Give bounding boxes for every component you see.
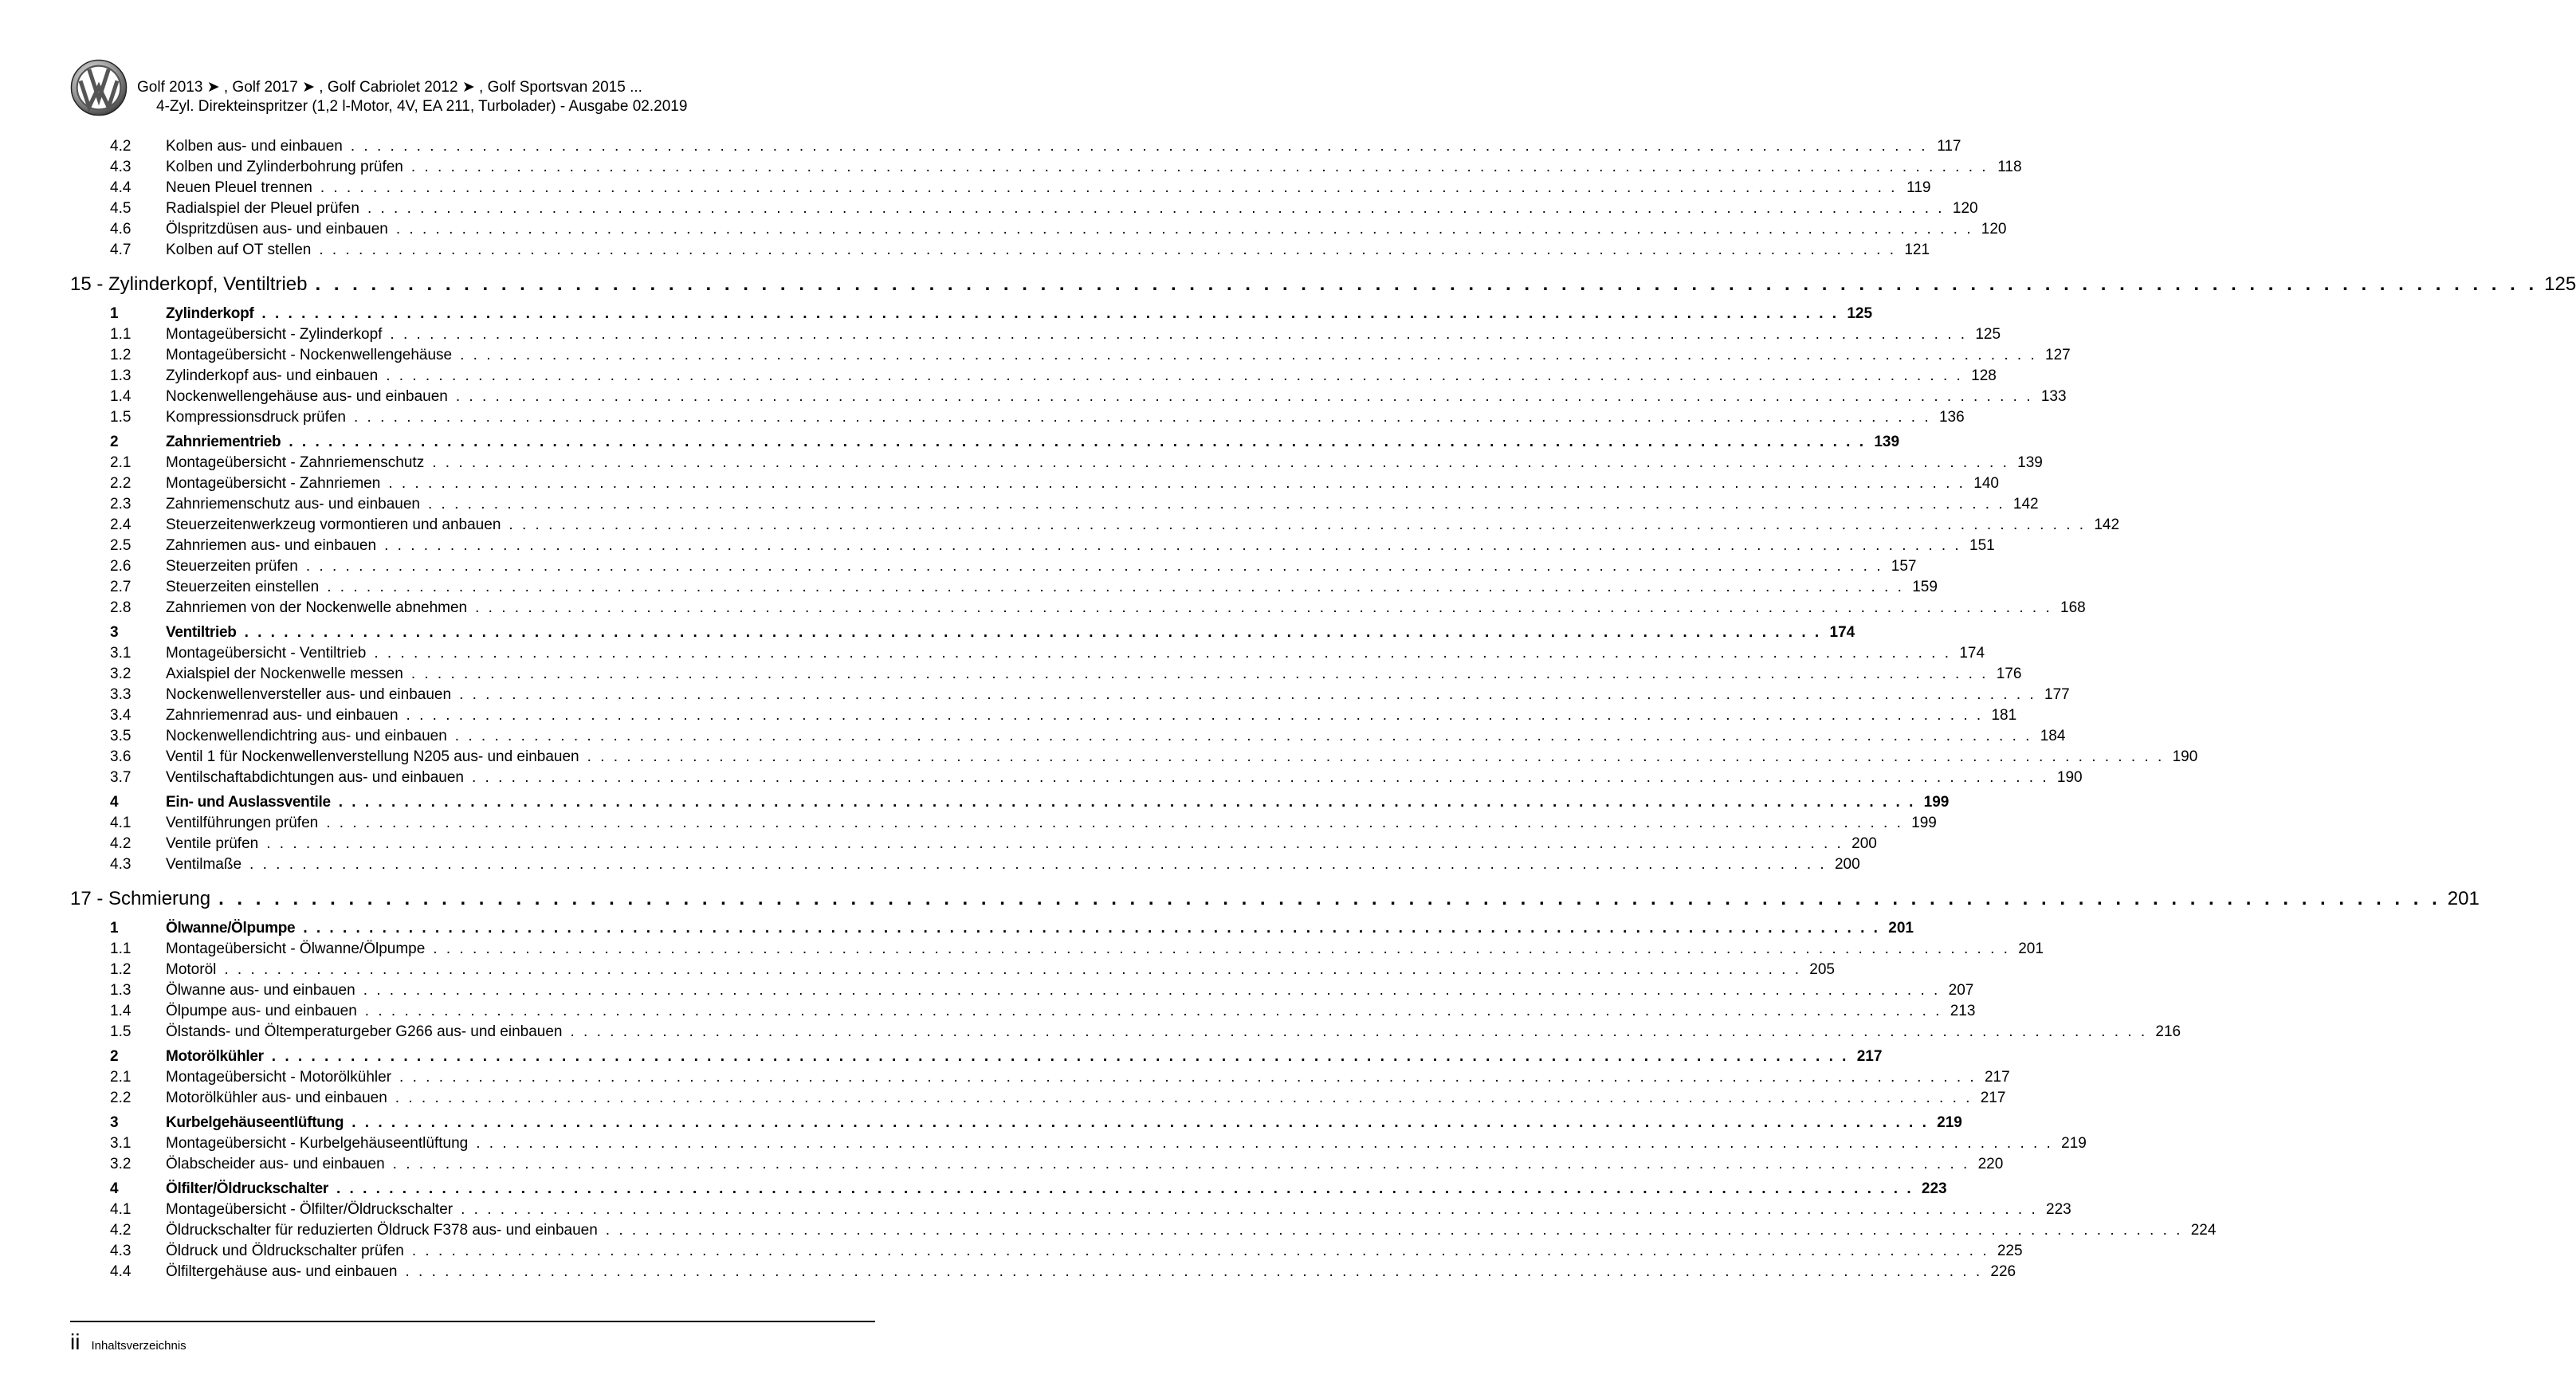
toc-title: Ölfilter/Öldruckschalter [166, 1180, 328, 1197]
toc-title: Montageübersicht - Ölfilter/Öldruckschalter [166, 1201, 454, 1218]
toc-number: 1.3 [110, 367, 132, 384]
toc-entry[interactable] [70, 242, 1930, 262]
toc-title: Ölpumpe aus- und einbauen [166, 1003, 357, 1019]
toc-section[interactable] [70, 624, 1855, 645]
toc-leader-dots: . . . . . . . . . . . . . . . . . . . . . . . . . . . . . . . . . . . . . . . . . . . . . . . . . . . . . . . . . . . . . . . . . . . . . . . . . . . . . . . . . . . . . . . . . . . . . . . . . . . . . . . . . . . . . . . . . . . . . . . . [410, 159, 1989, 175]
toc-entry[interactable] [70, 1243, 2023, 1263]
toc-leader-dots: . . . . . . . . . . . . . . . . . . . . . . . . . . . . . . . . . . . . . . . . . . . . . . . . . . . . . . . . . . . . . . . . . . . . . . . . . . . . . . . . . . . . . . . . . . . . . . . . . . . . . . . . . . . . . . . . . . . . . . . . [405, 1263, 1983, 1280]
toc-entry[interactable] [70, 1069, 2010, 1090]
toc-page-number: 136 [1938, 409, 1965, 426]
toc-page-number: 157 [1891, 558, 1917, 575]
toc-entry[interactable] [70, 941, 2044, 961]
toc-number: 3.5 [110, 728, 132, 744]
toc-leader-dots: . . . . . . . . . . . . . . . . . . . . . . . . . . . . . . . . . . . . . . . . . . . . . . . . . . . . . . . . . . . . . . . . . . . . . . . . . . . . . . . . . . . . . . . . . . . . . . . . . . . . . . . . . . . . . . . . . . . . . . . . [271, 1048, 1849, 1065]
toc-page-number: 217 [1980, 1090, 2006, 1106]
toc-page-number: 142 [2012, 496, 2039, 512]
toc-leader-dots: . . . . . . . . . . . . . . . . . . . . . . . . . . . . . . . . . . . . . . . . . . . . . . . . . . . . . . . . . . . . . . . . . . . . . . . . . . . . . . . . . . . . . . . . . . . . . . . . . . . . . . . . . . . . . . . . . . . . . . . . [509, 516, 2087, 533]
toc-entry[interactable] [70, 388, 2067, 409]
toc-leader-dots: . . . . . . . . . . . . . . . . . . . . . . . . . . . . . . . . . . . . . . . . . . . . . . . . . . . . . . . . . . . . . . . . . . . . . . . . . . . . . . . . . . . . . . . . . . . . . . . . . . . . . . . . . . . . . . . . . . . . . . . . [395, 221, 1973, 238]
toc-chapter[interactable] [70, 273, 2576, 300]
document-title [137, 78, 687, 116]
toc-leader-dots: . . . . . . . . . . . . . . . . . . . . . . . . . . . . . . . . . . . . . . . . . . . . . . . . . . . . . . . . . . . . . . . . . . . . . . . . . . . . . . . . . . . . . . . . . . . . . . . . . . . . . . . . . . . . . . . . . . . . . . . . [364, 1003, 1942, 1019]
toc-number: 3.2 [110, 666, 132, 682]
toc-page-number: 133 [2040, 388, 2067, 405]
toc-page-number: 226 [1990, 1263, 2016, 1280]
toc-entry[interactable] [70, 707, 2017, 728]
toc-page-number: 176 [1996, 666, 2022, 682]
toc-entry[interactable] [70, 496, 2039, 516]
toc-leader-dots: . . . . . . . . . . . . . . . . . . . . . . . . . . . . . . . . . . . . . . . . . . . . . . . . . . . . . . . . . . . . . . . . . . . . . . . . . . . . . . . . . . . . . . . . . . . . . . . . . . . . . . . . . . . . . . . . . . . . . . . . [249, 856, 1827, 873]
toc-number: 2.1 [110, 1069, 132, 1086]
toc-leader-dots: . . . . . . . . . . . . . . . . . . . . . . . . . . . . . . . . . . . . . . . . . . . . . . . . . . . . . . . . . . . . . . . . . . . . . . . . . . . . . . . . . . . . . . . . . . . . . . . . . . . . . . . . . . . . . . . . . . . . . . . . [455, 388, 2033, 405]
toc-page-number: 128 [1971, 367, 1997, 384]
toc-number: 1.2 [110, 961, 132, 978]
toc-number: 3 [110, 1114, 119, 1131]
toc-page-number: 174 [1959, 645, 1985, 662]
toc-number: 2.2 [110, 1090, 132, 1106]
toc-title: Zahnriemen von der Nockenwelle abnehmen [166, 599, 468, 616]
toc-leader-dots: . . . . . . . . . . . . . . . . . . . . . . . . . . . . . . . . . . . . . . . . . . . . . . . . . . . . . . . . . . . . . . . . . . . . . . . . . . . . . . . . . . . . . . . . . . . . . . . . . . . . . . . . . . . . . . . . . . . . . . . . [390, 326, 1968, 343]
toc-title: Zahnriemenrad aus- und einbauen [166, 707, 399, 724]
toc-page-number: 125 [2544, 273, 2576, 295]
toc-number: 4.2 [110, 835, 132, 852]
toc-title: Montageübersicht - Zylinderkopf [166, 326, 383, 343]
toc-entry[interactable] [70, 347, 2071, 367]
toc-leader-dots: . . . . . . . . . . . . . . . . . . . . . . . . . . . . . . . . . . . . . . . . . . . . . . . . . . . . . . . . . . . . . . . . . . . . . . . . . . . . . . . . . . . . . . . . . . . . . . . . . . . . . . . . . . . . . . . . . . . . . . . . [454, 728, 2032, 744]
toc-number: 2 [110, 434, 119, 450]
toc-entry[interactable] [70, 1003, 1976, 1023]
toc-title: Ölwanne/Ölpumpe [166, 920, 296, 937]
toc-title: Motoröl [166, 961, 217, 978]
toc-entry[interactable] [70, 728, 2066, 748]
toc-entry[interactable] [70, 748, 2198, 769]
toc-entry[interactable] [70, 815, 1937, 835]
toc-title: Öldruckschalter für reduzierten Öldruck F378 aus- und einbauen [166, 1222, 598, 1239]
toc-leader-dots: . . . . . . . . . . . . . . . . . . . . . . . . . . . . . . . . . . . . . . . . . . . . . . . . . . . . . . . . . . . . . . . . . . . . . . . . . . . . . . . . . . . . . . . . . . . . . . . . . . . . . . . . . . . . . . . . . . . . . . . . [218, 888, 2441, 909]
toc-page-number: 200 [1834, 856, 1860, 873]
toc-title: Steuerzeiten prüfen [166, 558, 298, 575]
toc-page-number: 225 [1997, 1243, 2023, 1259]
toc-number: 1.5 [110, 409, 132, 426]
toc-entry[interactable] [70, 961, 1835, 982]
toc-leader-dots: . . . . . . . . . . . . . . . . . . . . . . . . . . . . . . . . . . . . . . . . . . . . . . . . . . . . . . . . . . . . . . . . . . . . . . . . . . . . . . . . . . . . . . . . . . . . . . . . . . . . . . . . . . . . . . . . . . . . . . . . [460, 347, 2037, 363]
toc-page-number: 159 [1912, 579, 1938, 595]
toc-section[interactable] [70, 1180, 1947, 1201]
toc-title: Zahnriemenschutz aus- und einbauen [166, 496, 420, 512]
toc-title: Ventil 1 für Nockenwellenverstellung N205 aus- und einbauen [166, 748, 579, 765]
toc-number: 3.1 [110, 1135, 132, 1152]
toc-number: 4 [110, 1180, 119, 1197]
toc-page-number: 224 [2190, 1222, 2217, 1239]
toc-leader-dots: . . . . . . . . . . . . . . . . . . . . . . . . . . . . . . . . . . . . . . . . . . . . . . . . . . . . . . . . . . . . . . . . . . . . . . . . . . . . . . . . . . . . . . . . . . . . . . . . . . . . . . . . . . . . . . . . . . . . . . . . [570, 1023, 2148, 1040]
toc-number: 1.3 [110, 982, 132, 999]
toc-title: Ölfiltergehäuse aus- und einbauen [166, 1263, 398, 1280]
toc-leader-dots: . . . . . . . . . . . . . . . . . . . . . . . . . . . . . . . . . . . . . . . . . . . . . . . . . . . . . . . . . . . . . . . . . . . . . . . . . . . . . . . . . . . . . . . . . . . . . . . . . . . . . . . . . . . . . . . . . . . . . . . . [320, 179, 1898, 196]
toc-leader-dots: . . . . . . . . . . . . . . . . . . . . . . . . . . . . . . . . . . . . . . . . . . . . . . . . . . . . . . . . . . . . . . . . . . . . . . . . . . . . . . . . . . . . . . . . . . . . . . . . . . . . . . . . . . . . . . . . . . . . . . . . [303, 920, 1880, 937]
toc-number: 1 [110, 305, 119, 322]
toc-leader-dots: . . . . . . . . . . . . . . . . . . . . . . . . . . . . . . . . . . . . . . . . . . . . . . . . . . . . . . . . . . . . . . . . . . . . . . . . . . . . . . . . . . . . . . . . . . . . . . . . . . . . . . . . . . . . . . . . . . . . . . . . [367, 200, 1945, 217]
toc-entry[interactable] [70, 200, 1978, 221]
toc-title: Montageübersicht - Zahnriemenschutz [166, 454, 425, 471]
toc-entry[interactable] [70, 769, 2083, 790]
toc-entry[interactable] [70, 1090, 2006, 1110]
toc-title: Ein- und Auslassventile [166, 794, 331, 811]
toc-page-number: 121 [1904, 242, 1930, 258]
toc-leader-dots: . . . . . . . . . . . . . . . . . . . . . . . . . . . . . . . . . . . . . . . . . . . . . . . . . . . . . . . . . . . . . . . . . . . . . . . . . . . . . . . . . . . . . . . . . . . . . . . . . . . . . . . . . . . . . . . . . . . . . . . . [338, 794, 1916, 811]
toc-section[interactable] [70, 920, 1914, 941]
toc-number: 2.2 [110, 475, 132, 492]
toc-number: 1.2 [110, 347, 132, 363]
toc-title: Montageübersicht - Zahnriemen [166, 475, 381, 492]
toc-leader-dots: . . . . . . . . . . . . . . . . . . . . . . . . . . . . . . . . . . . . . . . . . . . . . . . . . . . . . . . . . . . . . . . . . . . . . . . . . . . . . . . . . . . . . . . . . . . . . . . . . . . . . . . . . . . . . . . . . . . . . . . . [351, 1114, 1929, 1131]
toc-title: 15 - Zylinderkopf, Ventiltrieb [70, 273, 308, 295]
toc-title: Steuerzeiten einstellen [166, 579, 320, 595]
toc-page-number: 181 [1991, 707, 2017, 724]
footer-label: Inhaltsverzeichnis [91, 1339, 187, 1353]
toc-leader-dots: . . . . . . . . . . . . . . . . . . . . . . . . . . . . . . . . . . . . . . . . . . . . . . . . . . . . . . . . . . . . . . . . . . . . . . . . . . . . . . . . . . . . . . . . . . . . . . . . . . . . . . . . . . . . . . . . . . . . . . . . [433, 941, 2010, 957]
toc-title: Kolben auf OT stellen [166, 242, 312, 258]
toc-leader-dots: . . . . . . . . . . . . . . . . . . . . . . . . . . . . . . . . . . . . . . . . . . . . . . . . . . . . . . . . . . . . . . . . . . . . . . . . . . . . . . . . . . . . . . . . . . . . . . . . . . . . . . . . . . . . . . . . . . . . . . . . [475, 599, 2052, 616]
toc-entry[interactable] [70, 179, 1931, 200]
toc-title: Ölspritzdüsen aus- und einbauen [166, 221, 388, 238]
toc-entry[interactable] [70, 1201, 2071, 1222]
title-line-2: 4-Zyl. Direkteinspritzer (1,2 l-Motor, 4V, EA 211, Turbolader) - Ausgabe 02.2019 [156, 98, 688, 115]
toc-number: 2 [110, 1048, 119, 1065]
toc-number: 1.1 [110, 941, 132, 957]
toc-title: Nockenwellenversteller aus- und einbauen [166, 686, 452, 703]
toc-entry[interactable] [70, 686, 2070, 707]
footer-page-number: ii [70, 1329, 80, 1354]
toc-leader-dots: . . . . . . . . . . . . . . . . . . . . . . . . . . . . . . . . . . . . . . . . . . . . . . . . . . . . . . . . . . . . . . . . . . . . . . . . . . . . . . . . . . . . . . . . . . . . . . . . . . . . . . . . . . . . . . . . . . . . . . . . [605, 1222, 2183, 1239]
toc-entry[interactable] [70, 835, 1877, 856]
toc-page-number: 139 [1874, 434, 1900, 450]
toc-section[interactable] [70, 1048, 1883, 1069]
toc-number: 1 [110, 920, 119, 937]
toc-number: 2.6 [110, 558, 132, 575]
toc-title: Kolben und Zylinderbohrung prüfen [166, 159, 403, 175]
toc-leader-dots: . . . . . . . . . . . . . . . . . . . . . . . . . . . . . . . . . . . . . . . . . . . . . . . . . . . . . . . . . . . . . . . . . . . . . . . . . . . . . . . . . . . . . . . . . . . . . . . . . . . . . . . . . . . . . . . . . . . . . . . . [305, 558, 1883, 575]
toc-page-number: 199 [1911, 815, 1937, 831]
toc-entry[interactable] [70, 579, 1938, 599]
toc-entry[interactable] [70, 666, 2022, 686]
toc-entry[interactable] [70, 367, 1997, 388]
toc-page-number: 151 [1969, 537, 1995, 554]
toc-number: 1.4 [110, 388, 132, 405]
toc-number: 2.3 [110, 496, 132, 512]
toc-number: 1.1 [110, 326, 132, 343]
toc-page-number: 213 [1950, 1003, 1976, 1019]
toc-page-number: 142 [2094, 516, 2120, 533]
toc-number: 4.4 [110, 1263, 132, 1280]
toc-page-number: 207 [1948, 982, 1974, 999]
toc-page-number: 125 [1847, 305, 1873, 322]
toc-leader-dots: . . . . . . . . . . . . . . . . . . . . . . . . . . . . . . . . . . . . . . . . . . . . . . . . . . . . . . . . . . . . . . . . . . . . . . . . . . . . . . . . . . . . . . . . . . . . . . . . . . . . . . . . . . . . . . . . . . . . . . . . [354, 409, 1931, 426]
toc-entry[interactable] [70, 326, 2001, 347]
toc-section[interactable] [70, 305, 1873, 326]
toc-page-number: 174 [1829, 624, 1855, 641]
toc-leader-dots: . . . . . . . . . . . . . . . . . . . . . . . . . . . . . . . . . . . . . . . . . . . . . . . . . . . . . . . . . . . . . . . . . . . . . . . . . . . . . . . . . . . . . . . . . . . . . . . . . . . . . . . . . . . . . . . . . . . . . . . . [326, 815, 1903, 831]
toc-leader-dots: . . . . . . . . . . . . . . . . . . . . . . . . . . . . . . . . . . . . . . . . . . . . . . . . . . . . . . . . . . . . . . . . . . . . . . . . . . . . . . . . . . . . . . . . . . . . . . . . . . . . . . . . . . . . . . . . . . . . . . . . [327, 579, 1904, 595]
toc-number: 4.3 [110, 159, 132, 175]
toc-page-number: 127 [2045, 347, 2071, 363]
toc-page-number: 205 [1809, 961, 1835, 978]
toc-leader-dots: . . . . . . . . . . . . . . . . . . . . . . . . . . . . . . . . . . . . . . . . . . . . . . . . . . . . . . . . . . . . . . . . . . . . . . . . . . . . . . . . . . . . . . . . . . . . . . . . . . . . . . . . . . . . . . . . . . . . . . . . [461, 1201, 2038, 1218]
toc-entry[interactable] [70, 1263, 2016, 1284]
toc-leader-dots: . . . . . . . . . . . . . . . . . . . . . . . . . . . . . . . . . . . . . . . . . . . . . . . . . . . . . . . . . . . . . . . . . . . . . . . . . . . . . . . . . . . . . . . . . . . . . . . . . . . . . . . . . . . . . . . . . . . . . . . . [315, 273, 2539, 295]
toc-leader-dots: . . . . . . . . . . . . . . . . . . . . . . . . . . . . . . . . . . . . . . . . . . . . . . . . . . . . . . . . . . . . . . . . . . . . . . . . . . . . . . . . . . . . . . . . . . . . . . . . . . . . . . . . . . . . . . . . . . . . . . . . [388, 475, 1965, 492]
toc-number: 3 [110, 624, 119, 641]
toc-leader-dots: . . . . . . . . . . . . . . . . . . . . . . . . . . . . . . . . . . . . . . . . . . . . . . . . . . . . . . . . . . . . . . . . . . . . . . . . . . . . . . . . . . . . . . . . . . . . . . . . . . . . . . . . . . . . . . . . . . . . . . . . [266, 835, 1844, 852]
toc-title: Ventilführungen prüfen [166, 815, 319, 831]
toc-page-number: 217 [1984, 1069, 2010, 1086]
toc-number: 4.2 [110, 138, 132, 155]
toc-title: Neuen Pleuel trennen [166, 179, 312, 196]
toc-leader-dots: . . . . . . . . . . . . . . . . . . . . . . . . . . . . . . . . . . . . . . . . . . . . . . . . . . . . . . . . . . . . . . . . . . . . . . . . . . . . . . . . . . . . . . . . . . . . . . . . . . . . . . . . . . . . . . . . . . . . . . . . [410, 666, 1989, 682]
toc-page-number: 168 [2060, 599, 2086, 616]
page-footer [70, 1329, 187, 1355]
toc-title: Montageübersicht - Nockenwellengehäuse [166, 347, 453, 363]
toc-title: Ventilmaße [166, 856, 242, 873]
toc-page-number: 201 [2018, 941, 2044, 957]
toc-title: Radialspiel der Pleuel prüfen [166, 200, 359, 217]
vw-logo [70, 59, 128, 116]
toc-page-number: 201 [2447, 888, 2480, 909]
title-line-1: Golf 2013 ➤ , Golf 2017 ➤ , Golf Cabriolet 2012 ➤ , Golf Sportsvan 2015 ... [137, 79, 642, 96]
toc-page-number: 199 [1923, 794, 1950, 811]
toc-number: 3.4 [110, 707, 132, 724]
toc-page-number: 177 [2044, 686, 2070, 703]
toc-entry[interactable] [70, 409, 1965, 430]
toc-page-number: 120 [1981, 221, 2007, 238]
toc-title: Zylinderkopf [166, 305, 254, 322]
toc-page-number: 190 [2056, 769, 2083, 786]
toc-leader-dots: . . . . . . . . . . . . . . . . . . . . . . . . . . . . . . . . . . . . . . . . . . . . . . . . . . . . . . . . . . . . . . . . . . . . . . . . . . . . . . . . . . . . . . . . . . . . . . . . . . . . . . . . . . . . . . . . . . . . . . . . [427, 496, 2005, 512]
toc-title: Kompressionsdruck prüfen [166, 409, 346, 426]
toc-entry[interactable] [70, 1156, 2004, 1176]
toc-page-number: 219 [2061, 1135, 2087, 1152]
toc-section[interactable] [70, 794, 1950, 815]
toc-leader-dots: . . . . . . . . . . . . . . . . . . . . . . . . . . . . . . . . . . . . . . . . . . . . . . . . . . . . . . . . . . . . . . . . . . . . . . . . . . . . . . . . . . . . . . . . . . . . . . . . . . . . . . . . . . . . . . . . . . . . . . . . [411, 1243, 1989, 1259]
toc-leader-dots: . . . . . . . . . . . . . . . . . . . . . . . . . . . . . . . . . . . . . . . . . . . . . . . . . . . . . . . . . . . . . . . . . . . . . . . . . . . . . . . . . . . . . . . . . . . . . . . . . . . . . . . . . . . . . . . . . . . . . . . . [374, 645, 1952, 662]
page-header [70, 59, 875, 123]
toc-title: Ventile prüfen [166, 835, 259, 852]
toc-title: Ölwanne aus- und einbauen [166, 982, 355, 999]
toc-leader-dots: . . . . . . . . . . . . . . . . . . . . . . . . . . . . . . . . . . . . . . . . . . . . . . . . . . . . . . . . . . . . . . . . . . . . . . . . . . . . . . . . . . . . . . . . . . . . . . . . . . . . . . . . . . . . . . . . . . . . . . . . [350, 138, 1928, 155]
toc-page-number: 200 [1852, 835, 1877, 852]
toc-page-number: 217 [1856, 1048, 1883, 1065]
toc-leader-dots: . . . . . . . . . . . . . . . . . . . . . . . . . . . . . . . . . . . . . . . . . . . . . . . . . . . . . . . . . . . . . . . . . . . . . . . . . . . . . . . . . . . . . . . . . . . . . . . . . . . . . . . . . . . . . . . . . . . . . . . . [471, 769, 2049, 786]
toc-entry[interactable] [70, 645, 1985, 666]
toc-leader-dots: . . . . . . . . . . . . . . . . . . . . . . . . . . . . . . . . . . . . . . . . . . . . . . . . . . . . . . . . . . . . . . . . . . . . . . . . . . . . . . . . . . . . . . . . . . . . . . . . . . . . . . . . . . . . . . . . . . . . . . . . [336, 1180, 1914, 1197]
toc-number: 4.7 [110, 242, 132, 258]
toc-entry[interactable] [70, 1135, 2087, 1156]
toc-section[interactable] [70, 1114, 1962, 1135]
toc-number: 3.2 [110, 1156, 132, 1172]
toc-entry[interactable] [70, 516, 2120, 537]
toc-number: 4.2 [110, 1222, 132, 1239]
toc-leader-dots: . . . . . . . . . . . . . . . . . . . . . . . . . . . . . . . . . . . . . . . . . . . . . . . . . . . . . . . . . . . . . . . . . . . . . . . . . . . . . . . . . . . . . . . . . . . . . . . . . . . . . . . . . . . . . . . . . . . . . . . . [432, 454, 2009, 471]
toc-title: Zylinderkopf aus- und einbauen [166, 367, 379, 384]
toc-entry[interactable] [70, 982, 1974, 1003]
toc-section[interactable] [70, 434, 1900, 454]
toc-leader-dots: . . . . . . . . . . . . . . . . . . . . . . . . . . . . . . . . . . . . . . . . . . . . . . . . . . . . . . . . . . . . . . . . . . . . . . . . . . . . . . . . . . . . . . . . . . . . . . . . . . . . . . . . . . . . . . . . . . . . . . . . [399, 1069, 1977, 1086]
toc-page-number: 139 [2017, 454, 2043, 471]
toc-title: Montageübersicht - Kurbelgehäuseentlüftung [166, 1135, 469, 1152]
toc-title: Montageübersicht - Ölwanne/Ölpumpe [166, 941, 426, 957]
toc-title: Ventiltrieb [166, 624, 237, 641]
toc-leader-dots: . . . . . . . . . . . . . . . . . . . . . . . . . . . . . . . . . . . . . . . . . . . . . . . . . . . . . . . . . . . . . . . . . . . . . . . . . . . . . . . . . . . . . . . . . . . . . . . . . . . . . . . . . . . . . . . . . . . . . . . . [363, 982, 1941, 999]
toc-title: Zahnriemen aus- und einbauen [166, 537, 377, 554]
toc-number: 3.6 [110, 748, 132, 765]
toc-title: Montageübersicht - Ventiltrieb [166, 645, 367, 662]
toc-leader-dots: . . . . . . . . . . . . . . . . . . . . . . . . . . . . . . . . . . . . . . . . . . . . . . . . . . . . . . . . . . . . . . . . . . . . . . . . . . . . . . . . . . . . . . . . . . . . . . . . . . . . . . . . . . . . . . . . . . . . . . . . [587, 748, 2165, 765]
toc-title: Ölstands- und Öltemperaturgeber G266 aus- und einbauen [166, 1023, 563, 1040]
toc-page-number: 190 [2172, 748, 2198, 765]
toc-number: 2.5 [110, 537, 132, 554]
footer-divider [70, 1321, 875, 1322]
toc-entry[interactable] [70, 138, 1961, 159]
toc-entry[interactable] [70, 599, 2086, 620]
toc-leader-dots: . . . . . . . . . . . . . . . . . . . . . . . . . . . . . . . . . . . . . . . . . . . . . . . . . . . . . . . . . . . . . . . . . . . . . . . . . . . . . . . . . . . . . . . . . . . . . . . . . . . . . . . . . . . . . . . . . . . . . . . . [261, 305, 1840, 322]
toc-leader-dots: . . . . . . . . . . . . . . . . . . . . . . . . . . . . . . . . . . . . . . . . . . . . . . . . . . . . . . . . . . . . . . . . . . . . . . . . . . . . . . . . . . . . . . . . . . . . . . . . . . . . . . . . . . . . . . . . . . . . . . . . [406, 707, 1984, 724]
toc-entry[interactable] [70, 159, 2022, 179]
toc-number: 4.3 [110, 1243, 132, 1259]
toc-page-number: 223 [2046, 1201, 2071, 1218]
toc-leader-dots: . . . . . . . . . . . . . . . . . . . . . . . . . . . . . . . . . . . . . . . . . . . . . . . . . . . . . . . . . . . . . . . . . . . . . . . . . . . . . . . . . . . . . . . . . . . . . . . . . . . . . . . . . . . . . . . . . . . . . . . . [395, 1090, 1973, 1106]
toc-title: Nockenwellengehäuse aus- und einbauen [166, 388, 448, 405]
toc-page-number: 125 [1975, 326, 2001, 343]
toc-number: 4.1 [110, 1201, 132, 1218]
toc-leader-dots: . . . . . . . . . . . . . . . . . . . . . . . . . . . . . . . . . . . . . . . . . . . . . . . . . . . . . . . . . . . . . . . . . . . . . . . . . . . . . . . . . . . . . . . . . . . . . . . . . . . . . . . . . . . . . . . . . . . . . . . . [289, 434, 1867, 450]
toc-page-number: 201 [1888, 920, 1914, 937]
toc-page-number: 216 [2155, 1023, 2181, 1040]
toc-number: 3.3 [110, 686, 132, 703]
toc-title: 17 - Schmierung [70, 888, 211, 909]
toc-number: 4.3 [110, 856, 132, 873]
toc-entry[interactable] [70, 558, 1917, 579]
toc-leader-dots: . . . . . . . . . . . . . . . . . . . . . . . . . . . . . . . . . . . . . . . . . . . . . . . . . . . . . . . . . . . . . . . . . . . . . . . . . . . . . . . . . . . . . . . . . . . . . . . . . . . . . . . . . . . . . . . . . . . . . . . . [319, 242, 1897, 258]
toc-number: 4.1 [110, 815, 132, 831]
toc-number: 2.1 [110, 454, 132, 471]
toc-leader-dots: . . . . . . . . . . . . . . . . . . . . . . . . . . . . . . . . . . . . . . . . . . . . . . . . . . . . . . . . . . . . . . . . . . . . . . . . . . . . . . . . . . . . . . . . . . . . . . . . . . . . . . . . . . . . . . . . . . . . . . . . [459, 686, 2036, 703]
toc-title: Axialspiel der Nockenwelle messen [166, 666, 403, 682]
toc-entry[interactable] [70, 1222, 2217, 1243]
toc-title: Ventilschaftabdichtungen aus- und einbauen [166, 769, 464, 786]
toc-entry[interactable] [70, 475, 1999, 496]
toc-page-number: 219 [1937, 1114, 1962, 1131]
toc-page-number: 184 [2040, 728, 2066, 744]
toc-entry[interactable] [70, 454, 2043, 475]
toc-leader-dots: . . . . . . . . . . . . . . . . . . . . . . . . . . . . . . . . . . . . . . . . . . . . . . . . . . . . . . . . . . . . . . . . . . . . . . . . . . . . . . . . . . . . . . . . . . . . . . . . . . . . . . . . . . . . . . . . . . . . . . . . [392, 1156, 1970, 1172]
toc-page-number: 118 [1997, 159, 2022, 175]
toc-page-number: 117 [1937, 138, 1961, 155]
toc-number: 4.5 [110, 200, 132, 217]
toc-page-number: 220 [1977, 1156, 2004, 1172]
toc-title: Kurbelgehäuseentlüftung [166, 1114, 344, 1131]
toc-title: Steuerzeitenwerkzeug vormontieren und anbauen [166, 516, 501, 533]
toc-title: Kolben aus- und einbauen [166, 138, 343, 155]
toc-number: 3.7 [110, 769, 132, 786]
toc-entry[interactable] [70, 1023, 2181, 1044]
toc-leader-dots: . . . . . . . . . . . . . . . . . . . . . . . . . . . . . . . . . . . . . . . . . . . . . . . . . . . . . . . . . . . . . . . . . . . . . . . . . . . . . . . . . . . . . . . . . . . . . . . . . . . . . . . . . . . . . . . . . . . . . . . . [244, 624, 1822, 641]
toc-title: Motorölkühler [166, 1048, 264, 1065]
toc-entry[interactable] [70, 537, 1995, 558]
toc-number: 4 [110, 794, 119, 811]
toc-page-number: 140 [1973, 475, 1999, 492]
toc-number: 1.4 [110, 1003, 132, 1019]
toc-number: 3.1 [110, 645, 132, 662]
toc-number: 2.7 [110, 579, 132, 595]
toc-title: Nockenwellendichtring aus- und einbauen [166, 728, 447, 744]
toc-title: Ölabscheider aus- und einbauen [166, 1156, 385, 1172]
toc-number: 4.6 [110, 221, 132, 238]
toc-entry[interactable] [70, 856, 1860, 877]
toc-title: Motorölkühler aus- und einbauen [166, 1090, 387, 1106]
toc-entry[interactable] [70, 221, 2007, 242]
toc-leader-dots: . . . . . . . . . . . . . . . . . . . . . . . . . . . . . . . . . . . . . . . . . . . . . . . . . . . . . . . . . . . . . . . . . . . . . . . . . . . . . . . . . . . . . . . . . . . . . . . . . . . . . . . . . . . . . . . . . . . . . . . . [384, 537, 1961, 554]
toc-leader-dots: . . . . . . . . . . . . . . . . . . . . . . . . . . . . . . . . . . . . . . . . . . . . . . . . . . . . . . . . . . . . . . . . . . . . . . . . . . . . . . . . . . . . . . . . . . . . . . . . . . . . . . . . . . . . . . . . . . . . . . . . [224, 961, 1801, 978]
toc-title: Montageübersicht - Motorölkühler [166, 1069, 392, 1086]
toc-number: 4.4 [110, 179, 132, 196]
toc-chapter[interactable] [70, 888, 2480, 915]
toc-title: Zahnriementrieb [166, 434, 281, 450]
toc-number: 1.5 [110, 1023, 132, 1040]
table-of-contents [70, 138, 2576, 1284]
toc-number: 2.8 [110, 599, 132, 616]
toc-page-number: 120 [1952, 200, 1978, 217]
toc-page-number: 119 [1906, 179, 1931, 196]
toc-number: 2.4 [110, 516, 132, 533]
toc-title: Öldruck und Öldruckschalter prüfen [166, 1243, 404, 1259]
toc-leader-dots: . . . . . . . . . . . . . . . . . . . . . . . . . . . . . . . . . . . . . . . . . . . . . . . . . . . . . . . . . . . . . . . . . . . . . . . . . . . . . . . . . . . . . . . . . . . . . . . . . . . . . . . . . . . . . . . . . . . . . . . . [476, 1135, 2053, 1152]
toc-page-number: 223 [1921, 1180, 1947, 1197]
toc-leader-dots: . . . . . . . . . . . . . . . . . . . . . . . . . . . . . . . . . . . . . . . . . . . . . . . . . . . . . . . . . . . . . . . . . . . . . . . . . . . . . . . . . . . . . . . . . . . . . . . . . . . . . . . . . . . . . . . . . . . . . . . . [386, 367, 1963, 384]
